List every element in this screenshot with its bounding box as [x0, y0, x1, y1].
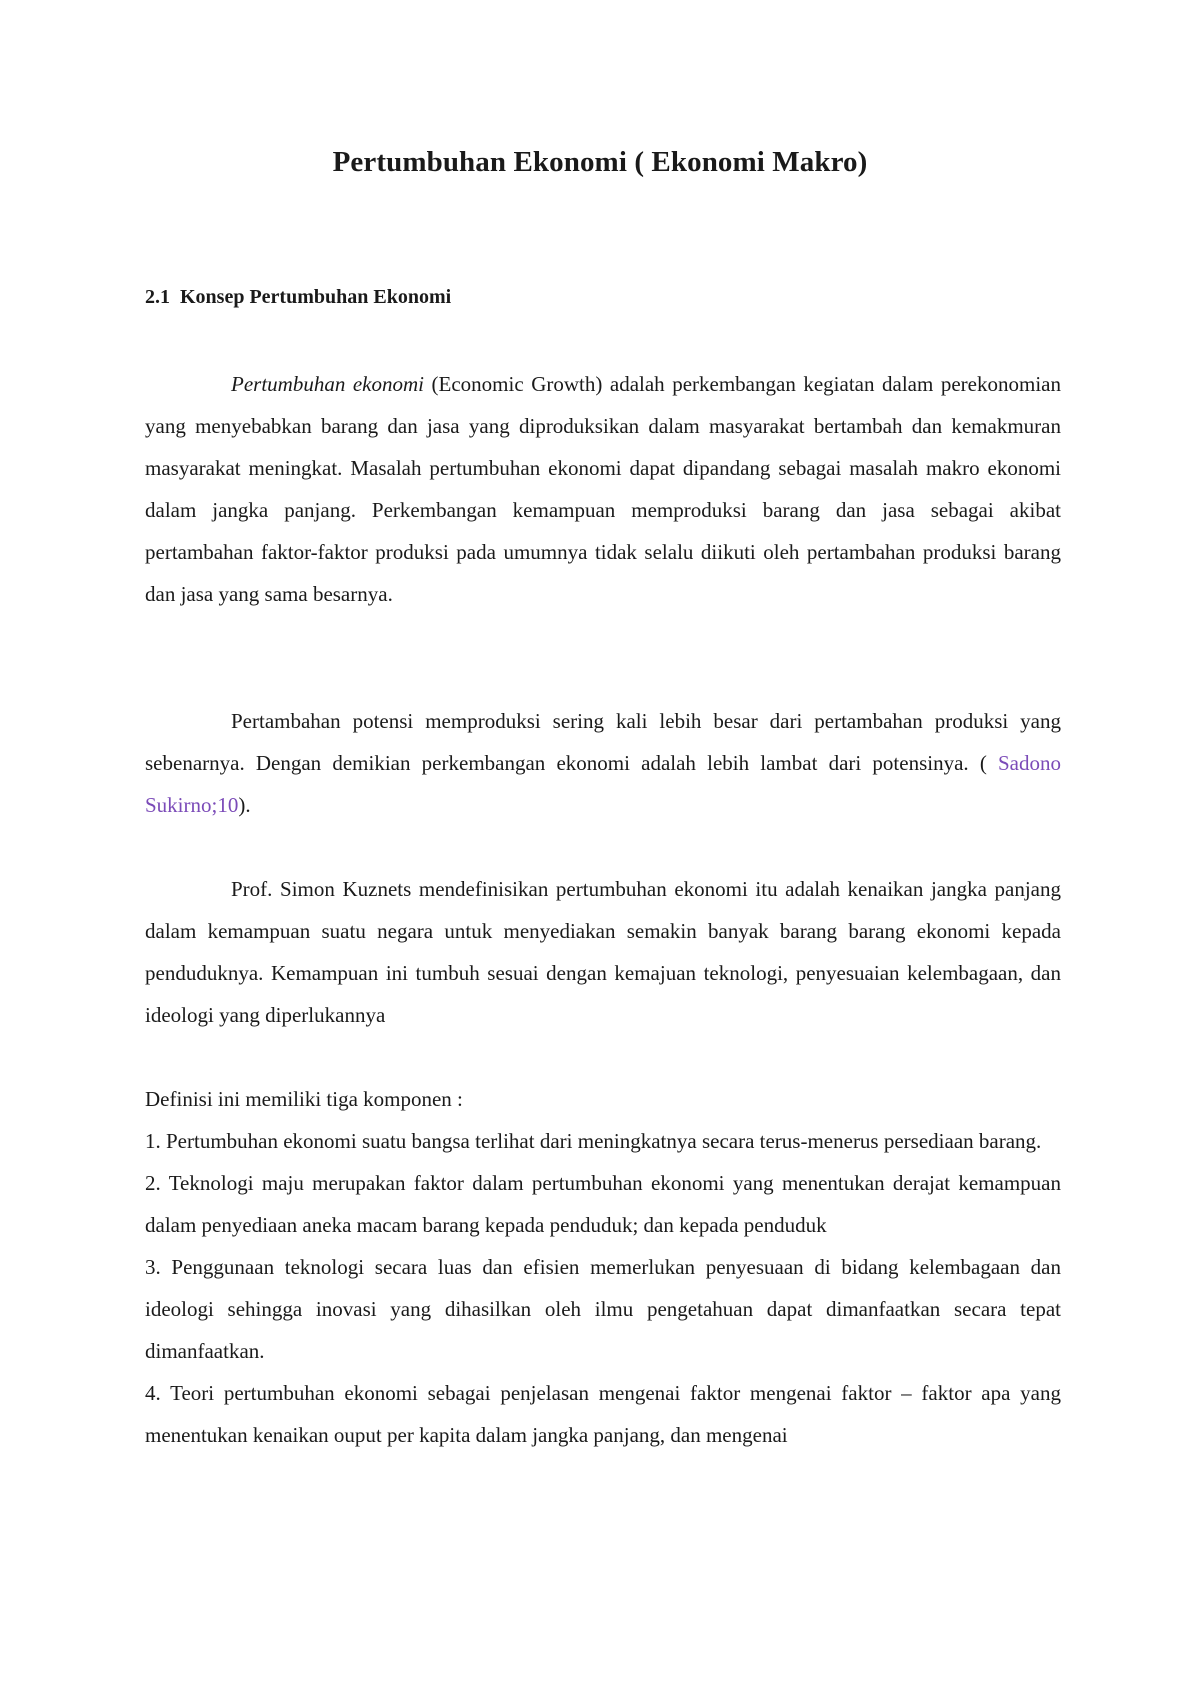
citation-reference: Sadono Sukirno;10 — [145, 751, 1061, 817]
list-item: 1. Pertumbuhan ekonomi suatu bangsa terlihat dari meningkatnya secara terus-menerus persediaan barang. — [145, 1129, 1042, 1153]
section-heading-text: Konsep Pertumbuhan Ekonomi — [180, 286, 452, 308]
paragraph-economic-growth — [145, 363, 1061, 615]
list-item: 4. Teori pertumbuhan ekonomi sebagai penjelasan mengenai faktor mengenai faktor – faktor apa yang menentukan kenaikan ouput per kapita dalam jangka panjang, dan mengenai — [145, 1381, 1061, 1447]
citation-closing: ). — [238, 793, 251, 817]
section-heading — [145, 286, 451, 309]
document-title: Pertumbuhan Ekonomi ( Ekonomi Makro) — [332, 146, 868, 178]
paragraph-potential — [145, 700, 1061, 826]
paragraph-definition-intro: Definisi ini memiliki tiga komponen : — [145, 1087, 463, 1111]
paragraph-kuznets: Prof. Simon Kuznets mendefinisikan pertumbuhan ekonomi itu adalah kenaikan jangka panjang dalam kemampuan suatu negara untuk menyediakan semakin banyak barang barang ekonomi kepada penduduknya. Kemampuan ini tumbuh sesuai dengan kemajuan teknologi, penyesuaian kelembagaan, dan ideologi yang diperlukannya — [145, 877, 1061, 1027]
italic-term: Pertumbuhan ekonomi — [231, 372, 424, 396]
section-number: 2.1 — [145, 286, 170, 308]
paragraph-text: Pertambahan potensi memproduksi sering kali lebih besar dari pertambahan produksi yang sebenarnya. Dengan demikian perkembangan ekonomi adalah lebih lambat dari potensinya. ( — [145, 709, 1061, 775]
list-item: 3. Penggunaan teknologi secara luas dan efisien memerlukan penyesuaan di bidang kelembagaan dan ideologi sehingga inovasi yang dihasilkan oleh ilmu pengetahuan dapat dimanfaatkan secara tepat dimanfaatkan. — [145, 1255, 1061, 1363]
list-item: 2. Teknologi maju merupakan faktor dalam pertumbuhan ekonomi yang menentukan derajat kemampuan dalam penyediaan aneka macam barang kepada penduduk; dan kepada penduduk — [145, 1171, 1061, 1237]
components-list — [145, 1120, 1061, 1456]
paragraph-text: (Economic Growth) adalah perkembangan kegiatan dalam perekonomian yang menyebabkan barang dan jasa yang diproduksikan dalam masyarakat bertambah dan kemakmuran masyarakat meningkat. Masalah pertumbuhan ekonomi dapat dipandang sebagai masalah makro ekonomi dalam jangka panjang. Perkembangan kemampuan memproduksi barang dan jasa sebagai akibat pertambahan faktor-faktor produksi pada umumnya tidak selalu diikuti oleh pertambahan produksi barang dan jasa yang sama besarnya. — [145, 372, 1061, 606]
